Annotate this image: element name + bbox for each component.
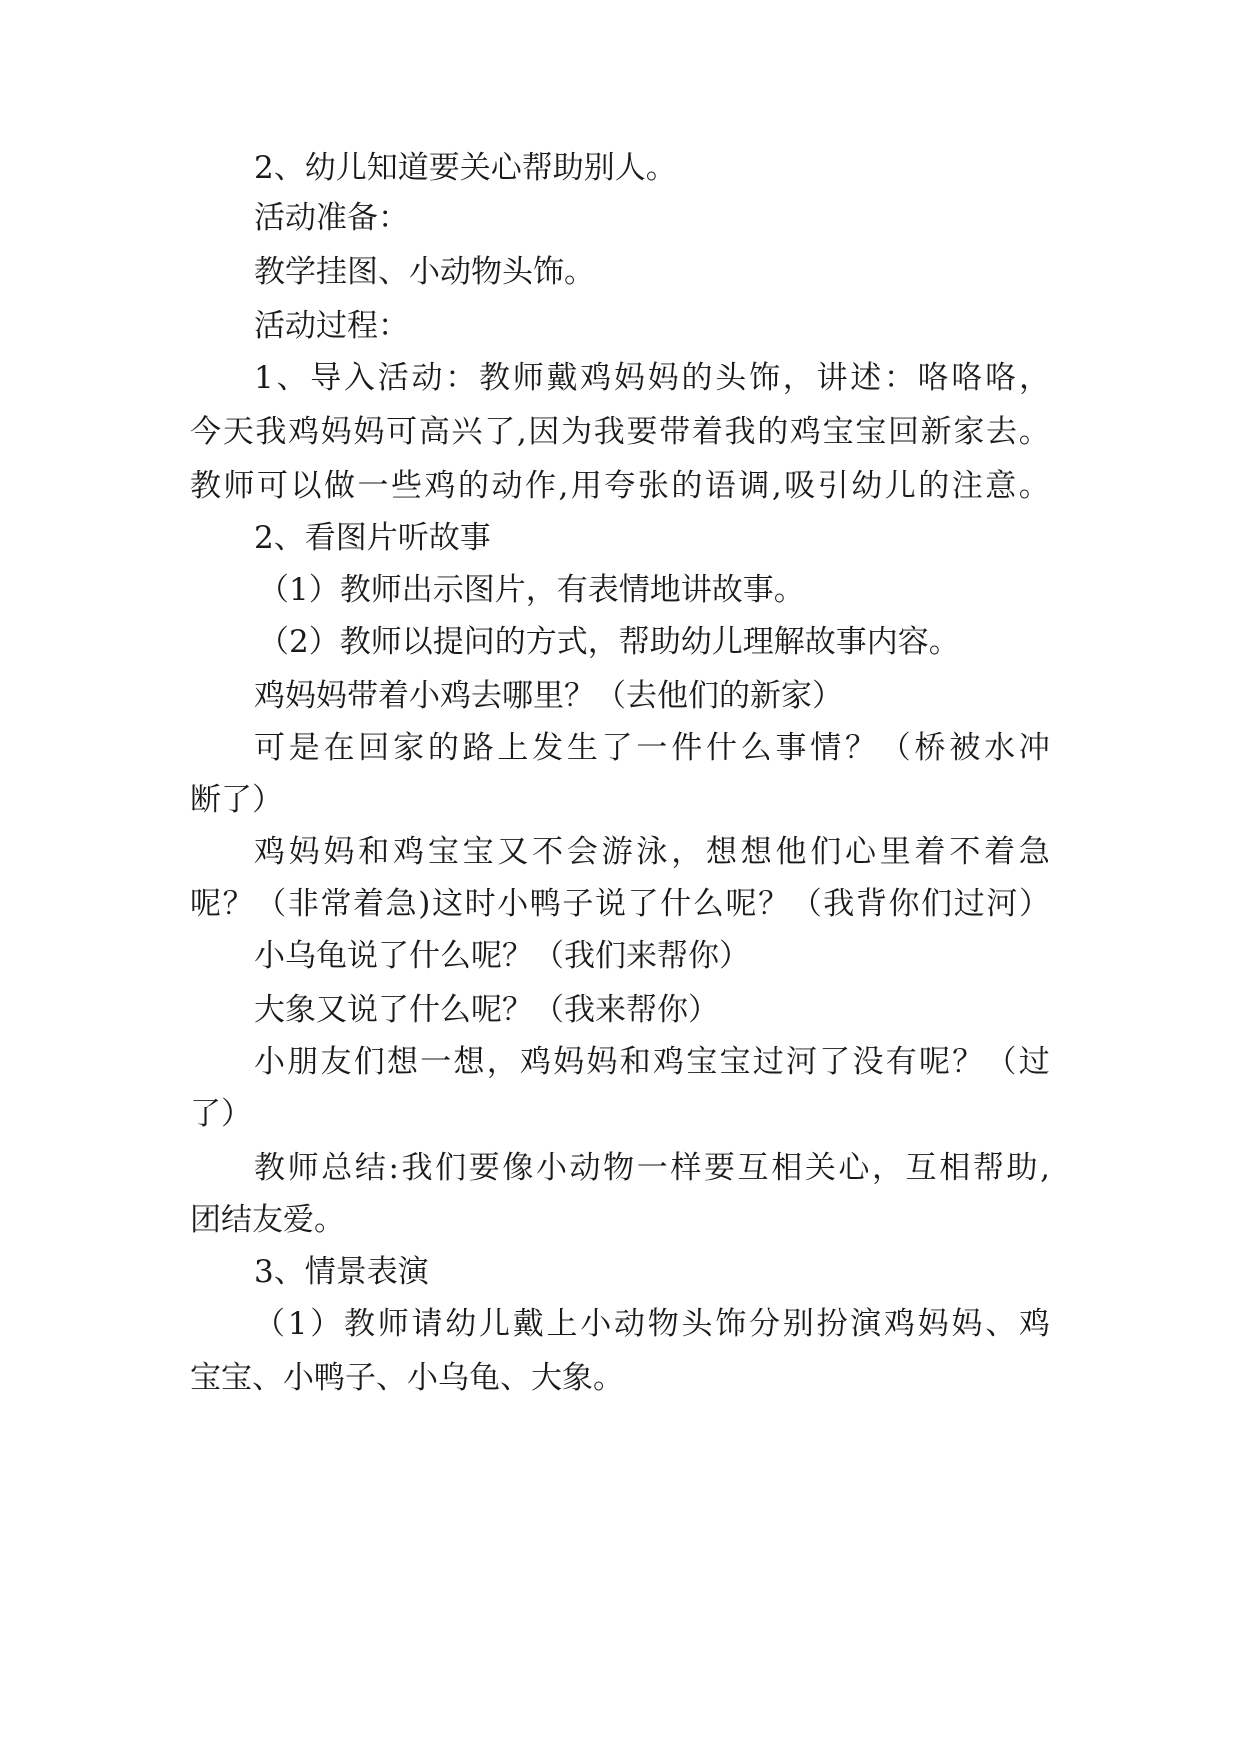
text-char: 着: [691, 414, 723, 450]
text-char: 可: [386, 414, 418, 450]
text-char: 想: [740, 834, 772, 870]
text-char: 里: [879, 834, 911, 870]
text-char: 样: [670, 1150, 702, 1186]
text-char: 着: [353, 886, 385, 922]
text-char: 过: [752, 1044, 784, 1080]
text-char: 水: [984, 730, 1016, 766]
text-char: 情: [810, 730, 842, 766]
text-char: 泳: [636, 834, 668, 870]
text-char: 要: [626, 414, 658, 450]
text-char: 非: [287, 886, 319, 922]
text-char: 家: [953, 414, 985, 450]
text-char: 调: [738, 468, 770, 504]
text-char: 动: [613, 1306, 645, 1342]
text-char: :: [388, 1150, 399, 1186]
text-char: 要: [468, 1150, 500, 1186]
text-char: 关: [804, 1150, 836, 1186]
text-char: 这: [431, 886, 463, 922]
text-line: 2、幼儿知道要关心帮助别人。: [254, 150, 677, 186]
text-char: 1: [254, 360, 274, 396]
text-char: ，: [872, 1150, 904, 1186]
text-char: 妈: [917, 1306, 949, 1342]
text-char: 助: [1006, 1150, 1038, 1186]
text-char: 么: [740, 730, 772, 766]
text-char: 高: [418, 414, 450, 450]
text-char: 宝: [822, 414, 854, 450]
text-char: ,: [1040, 1150, 1050, 1186]
text-char: 鸡: [789, 414, 821, 450]
text-char: 述: [850, 360, 882, 396]
text-char: 饰: [715, 1306, 747, 1342]
text-char: ？: [952, 1044, 984, 1080]
text-line: [254, 832, 1050, 872]
text-char: 以: [290, 468, 322, 504]
section-heading: 活动过程：: [254, 308, 409, 344]
text-char: ,: [771, 468, 782, 504]
text-char: 、: [985, 1306, 1017, 1342]
text-char: 宝: [686, 1044, 718, 1080]
text-char: 们: [353, 1044, 385, 1080]
text-char: 去: [986, 414, 1018, 450]
text-char: 分: [748, 1306, 780, 1342]
text-char: 小: [254, 1044, 285, 1080]
text-char: 师: [223, 468, 255, 504]
text-char: 咯: [951, 360, 983, 396]
text-char: 妈: [647, 360, 679, 396]
text-char: 相: [939, 1150, 971, 1186]
text-char: 今: [190, 414, 221, 450]
text-char: 宝: [855, 414, 887, 450]
text-char: 的: [918, 468, 950, 504]
text-char: 一: [420, 1044, 452, 1080]
text-char: 会: [566, 834, 598, 870]
text-char: 冲: [1018, 730, 1050, 766]
text-char: （: [255, 886, 287, 922]
text-char: 鸡: [580, 360, 612, 396]
text-line: [254, 358, 1050, 398]
text-line: 了）: [190, 1096, 252, 1132]
text-char: 入: [343, 360, 375, 396]
text-line: 教学挂图、小动物头饰。: [254, 254, 595, 290]
text-char: ？: [758, 886, 790, 922]
text-char: 教: [254, 1150, 285, 1186]
text-char: 互: [737, 1150, 769, 1186]
text-char: 夸: [604, 468, 636, 504]
text-char: 宝: [462, 834, 494, 870]
text-char: （: [254, 1306, 285, 1342]
text-char: 扮: [816, 1306, 848, 1342]
text-char: 背: [855, 886, 887, 922]
text-char: 带: [659, 414, 691, 450]
text-char: 小: [535, 1150, 567, 1186]
text-char: ：: [883, 360, 915, 396]
text-char: ，: [486, 1044, 518, 1080]
text-char: 的: [681, 360, 713, 396]
text-char: 物: [603, 1150, 635, 1186]
text-char: ,: [558, 468, 569, 504]
text-char: 师: [287, 1150, 319, 1186]
text-char: 。: [1018, 414, 1050, 450]
text-char: 没: [852, 1044, 884, 1080]
text-line: 小乌龟说了什么呢？（我们来帮你）: [254, 938, 750, 974]
text-char: 导: [310, 360, 342, 396]
text-char: ：: [445, 360, 477, 396]
text-char: 饰: [748, 360, 780, 396]
text-char: 们: [435, 1150, 467, 1186]
text-char: 着: [984, 834, 1016, 870]
text-char: （: [879, 730, 911, 766]
text-char: 像: [502, 1150, 534, 1186]
text-char: 桥: [914, 730, 946, 766]
section-heading: 活动准备：: [254, 200, 409, 236]
text-char: 我: [255, 414, 287, 450]
text-char: 些: [391, 468, 422, 504]
text-char: 了: [627, 886, 659, 922]
text-char: 子: [562, 886, 594, 922]
text-char: 可: [254, 730, 285, 766]
text-char: ,: [516, 414, 527, 450]
text-char: 妈: [323, 834, 355, 870]
text-char: 呢: [919, 1044, 950, 1080]
text-line: 宝宝、小鸭子、小乌龟、大象。: [190, 1360, 624, 1396]
text-char: 有: [885, 1044, 917, 1080]
text-char: 别: [782, 1306, 814, 1342]
text-char: 心: [845, 834, 877, 870]
text-char: 师: [512, 360, 544, 396]
text-char: （: [790, 886, 822, 922]
text-char: 游: [601, 834, 633, 870]
text-char: 结: [354, 1150, 386, 1186]
text-char: 儿: [884, 468, 916, 504]
text-char: 请: [411, 1306, 443, 1342]
text-char: 友: [320, 1044, 352, 1080]
text-char: 时: [464, 886, 496, 922]
text-char: 和: [358, 834, 390, 870]
text-char: 新: [920, 414, 952, 450]
text-char: 我: [593, 414, 625, 450]
text-char: ？: [845, 730, 877, 766]
text-char: 语: [704, 468, 736, 504]
text-char: 一: [357, 468, 389, 504]
text-char: 幼: [445, 1306, 477, 1342]
text-line: 鸡妈妈带着小鸡去哪里？（去他们的新家）: [254, 678, 843, 714]
text-char: 讲: [816, 360, 848, 396]
text-char: 小: [497, 886, 529, 922]
text-char: 你: [888, 886, 920, 922]
text-char: 想: [387, 1044, 418, 1080]
text-char: 儿: [478, 1306, 510, 1342]
text-char: 。: [1018, 468, 1050, 504]
text-char: 路: [462, 730, 494, 766]
section-heading: 3、情景表演: [254, 1254, 429, 1290]
text-char: 张: [637, 468, 669, 504]
text-char: 又: [497, 834, 529, 870]
text-char: 妈: [320, 414, 352, 450]
text-char: ，: [1018, 360, 1050, 396]
text-char: ，: [782, 360, 814, 396]
text-char: 可: [257, 468, 288, 504]
text-char: 鸡: [1018, 1306, 1050, 1342]
text-char: 什: [705, 730, 737, 766]
text-char: 不: [532, 834, 564, 870]
text-char: 鸡: [288, 414, 320, 450]
text-char: 引: [817, 468, 849, 504]
text-char: 作: [525, 468, 556, 504]
text-char: 的: [671, 468, 703, 504]
text-char: 妈: [586, 1044, 618, 1080]
text-char: 动: [569, 1150, 601, 1186]
text-char: 河: [786, 1044, 817, 1080]
text-char: 为: [561, 414, 593, 450]
text-char: 妈: [288, 834, 320, 870]
text-char: 的: [427, 730, 459, 766]
text-char: 想: [705, 834, 737, 870]
text-line: [190, 466, 1050, 506]
text-char: ）: [1018, 886, 1050, 922]
text-char: 用: [570, 468, 602, 504]
text-line: [190, 412, 1050, 452]
text-char: 说: [595, 886, 627, 922]
text-char: 咯: [985, 360, 1017, 396]
text-char: ？: [222, 886, 254, 922]
text-char: 鸡: [520, 1044, 551, 1080]
text-char: 发: [532, 730, 564, 766]
text-char: 1: [287, 1306, 308, 1342]
text-char: 妈: [353, 414, 385, 450]
text-char: 过: [953, 886, 985, 922]
text-char: 过: [1018, 1044, 1050, 1080]
text-line: [254, 728, 1050, 768]
text-char: （: [985, 1044, 1017, 1080]
text-char: 注: [951, 468, 983, 504]
text-char: 物: [647, 1306, 679, 1342]
text-char: 的: [757, 414, 789, 450]
text-char: 要: [703, 1150, 735, 1186]
text-line: [254, 1148, 1050, 1188]
text-char: 教: [190, 468, 221, 504]
text-char: 心: [838, 1150, 870, 1186]
text-line: [254, 1042, 1050, 1082]
text-char: 动: [411, 360, 443, 396]
text-line: （2）教师以提问的方式，帮助幼儿理解故事内容。: [258, 624, 960, 660]
text-char: 呢: [190, 886, 221, 922]
text-char: 急: [1018, 834, 1050, 870]
text-char: 河: [986, 886, 1018, 922]
text-char: 是: [288, 730, 320, 766]
text-char: 事: [775, 730, 807, 766]
text-char: 、: [276, 360, 308, 396]
text-char: 戴: [512, 1306, 544, 1342]
text-char: 幼: [851, 468, 883, 504]
text-char: 鸭: [529, 886, 561, 922]
text-char: 上: [497, 730, 529, 766]
text-char: 因: [528, 414, 560, 450]
text-char: 急: [385, 886, 417, 922]
text-char: 我: [823, 886, 855, 922]
text-char: 他: [775, 834, 807, 870]
text-char: 和: [619, 1044, 651, 1080]
text-char: 我: [724, 414, 756, 450]
text-char: 么: [692, 886, 724, 922]
text-char: 鸡: [393, 834, 425, 870]
text-char: 教: [478, 360, 510, 396]
text-char: 生: [566, 730, 598, 766]
text-char: 鸡: [883, 1306, 915, 1342]
text-char: 互: [905, 1150, 937, 1186]
text-line: [190, 884, 1050, 924]
text-char: 在: [323, 730, 355, 766]
text-char: 妈: [951, 1306, 983, 1342]
text-char: 咯: [917, 360, 949, 396]
text-char: 吸: [784, 468, 816, 504]
text-char: 的: [458, 468, 489, 504]
text-char: 们: [921, 886, 953, 922]
text-char: 鸡: [424, 468, 456, 504]
text-char: 小: [580, 1306, 612, 1342]
text-char: 头: [715, 360, 747, 396]
text-char: 意: [985, 468, 1017, 504]
text-char: 鸡: [254, 834, 285, 870]
text-char: 兴: [451, 414, 483, 450]
text-line: 断了）: [190, 782, 283, 818]
text-char: 头: [681, 1306, 713, 1342]
text-char: 相: [771, 1150, 803, 1186]
text-char: 师: [377, 1306, 409, 1342]
text-line: [254, 1304, 1050, 1344]
text-char: 教: [343, 1306, 375, 1342]
text-char: 演: [850, 1306, 882, 1342]
text-char: 活: [377, 360, 409, 396]
text-char: ，: [671, 834, 703, 870]
text-char: 做: [324, 468, 355, 504]
text-char: 回: [358, 730, 390, 766]
text-char: 了: [601, 730, 633, 766]
text-char: 上: [546, 1306, 578, 1342]
text-char: 我: [401, 1150, 433, 1186]
text-char: 想: [453, 1044, 485, 1080]
text-char: 妈: [553, 1044, 585, 1080]
text-char: 总: [321, 1150, 353, 1186]
text-char: 们: [810, 834, 842, 870]
text-char: 戴: [546, 360, 578, 396]
text-char: 一: [636, 730, 668, 766]
text-char: 常: [320, 886, 352, 922]
text-char: 了: [484, 414, 516, 450]
text-char: 着: [914, 834, 946, 870]
text-line: 2、看图片听故事: [254, 520, 491, 556]
text-char: 动: [491, 468, 523, 504]
text-char: 朋: [287, 1044, 319, 1080]
text-char: 天: [222, 414, 254, 450]
text-char: 了: [819, 1044, 851, 1080]
text-char: 宝: [719, 1044, 751, 1080]
text-char: ): [418, 886, 431, 922]
text-char: 回: [887, 414, 919, 450]
text-char: ）: [310, 1306, 342, 1342]
text-char: 鸡: [653, 1044, 684, 1080]
text-char: 帮: [972, 1150, 1004, 1186]
text-char: 什: [660, 886, 692, 922]
text-line: 团结友爱。: [190, 1202, 345, 1238]
text-char: 宝: [427, 834, 459, 870]
text-char: 呢: [725, 886, 757, 922]
text-line: 大象又说了什么呢？（我来帮你）: [254, 992, 719, 1028]
text-char: 件: [671, 730, 703, 766]
text-char: 一: [636, 1150, 668, 1186]
text-char: 被: [949, 730, 981, 766]
text-char: 不: [949, 834, 981, 870]
text-line: （1）教师出示图片，有表情地讲故事。: [258, 572, 805, 608]
text-char: 妈: [613, 360, 645, 396]
text-char: 家: [393, 730, 425, 766]
